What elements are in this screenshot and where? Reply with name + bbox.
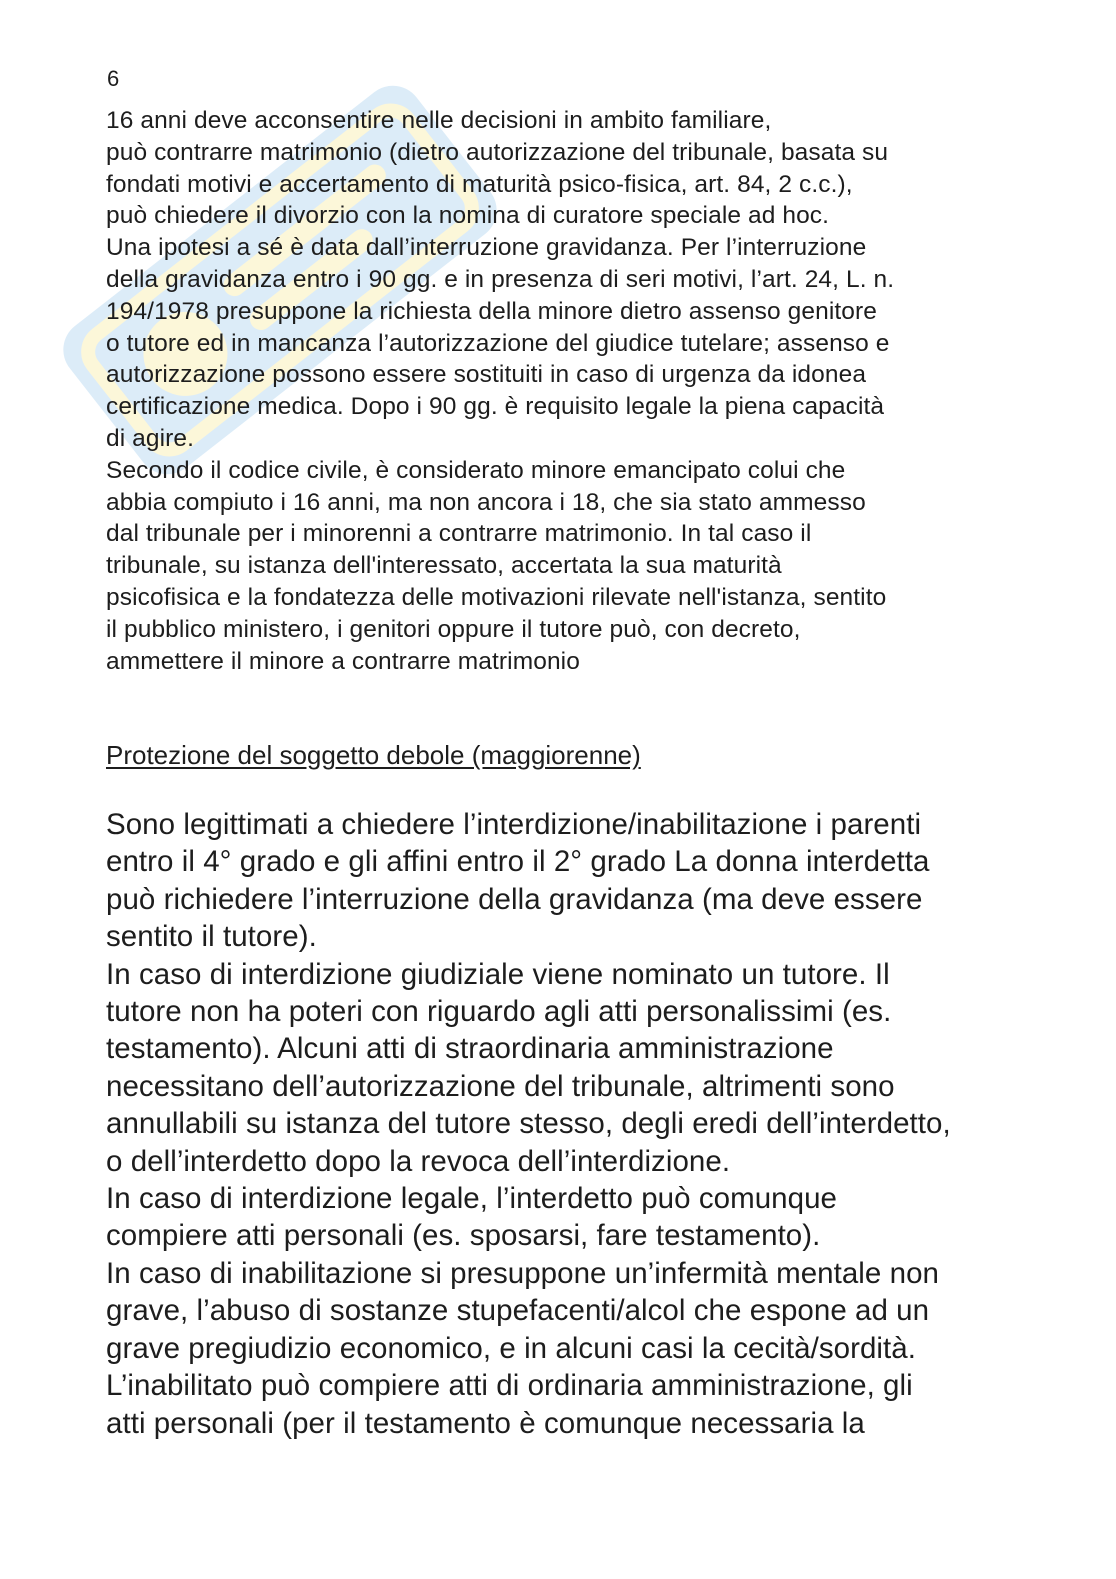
- paragraph-weak-subject-protection: [106, 806, 1036, 1442]
- text-line: compiere atti personali (es. sposarsi, fare testamento).: [106, 1219, 821, 1253]
- text-line: autorizzazione possono essere sostituiti in caso di urgenza da idonea: [106, 361, 867, 389]
- text-line: necessitano dell’autorizzazione del tribunale, altrimenti sono: [106, 1069, 895, 1103]
- text-line: 194/1978 presuppone la richiesta della minore dietro assenso genitore: [106, 297, 877, 325]
- text-line: Secondo il codice civile, è considerato minore emancipato colui che: [106, 456, 846, 484]
- page-number: 6: [107, 66, 120, 91]
- text-line: il pubblico ministero, i genitori oppure il tutore può, con decreto,: [106, 615, 801, 643]
- text-line: In caso di interdizione giudiziale viene nominato un tutore. Il: [106, 957, 890, 991]
- text-line: della gravidanza entro i 90 gg. e in presenza di seri motivi, l’art. 24, L. n.: [106, 265, 895, 293]
- text-line: In caso di inabilitazione si presuppone un’infermità mentale non: [106, 1256, 939, 1290]
- text-line: testamento). Alcuni atti di straordinaria amministrazione: [106, 1032, 834, 1066]
- text-line: entro il 4° grado e gli affini entro il 2° grado La donna interdetta: [106, 845, 930, 879]
- text-line: Sono legittimati a chiedere l’interdizione/inabilitazione i parenti: [106, 808, 922, 841]
- text-line: può chiedere il divorzio con la nomina di curatore speciale ad hoc.: [106, 202, 830, 230]
- text-line: In caso di interdizione legale, l’interdetto può comunque: [106, 1182, 837, 1216]
- text-line: di agire.: [106, 424, 195, 452]
- text-line: tutore non ha poteri con riguardo agli atti personalissimi (es.: [106, 995, 892, 1029]
- text-line: ammettere il minore a contrarre matrimonio: [106, 647, 580, 675]
- section-heading: Protezione del soggetto debole (maggiorenne): [106, 740, 641, 770]
- text-line: L’inabilitato può compiere atti di ordinaria amministrazione, gli: [106, 1369, 913, 1403]
- text-line: grave, l’abuso di sostanze stupefacenti/alcol che espone ad un: [106, 1294, 930, 1328]
- text-line: tribunale, su istanza dell'interessato, accertata la sua maturità: [106, 552, 782, 580]
- text-line: certificazione medica. Dopo i 90 gg. è requisito legale la piena capacità: [106, 393, 885, 421]
- text-line: psicofisica e la fondatezza delle motivazioni rilevate nell'istanza, sentito: [106, 583, 887, 611]
- text-line: può richiedere l’interruzione della gravidanza (ma deve essere: [106, 882, 923, 916]
- text-line: annullabili su istanza del tutore stesso, degli eredi dell’interdetto,: [106, 1107, 951, 1141]
- text-line: 16 anni deve acconsentire nelle decisioni in ambito familiare,: [106, 107, 772, 134]
- paragraph-minor-rights: [106, 105, 1036, 677]
- text-line: sentito il tutore).: [106, 920, 317, 954]
- text-line: fondati motivi e accertamento di maturità psico-fisica, art. 84, 2 c.c.),: [106, 170, 853, 198]
- text-line: atti personali (per il testamento è comunque necessaria la: [106, 1406, 865, 1440]
- text-line: può contrarre matrimonio (dietro autorizzazione del tribunale, basata su: [106, 138, 889, 166]
- text-line: grave pregiudizio economico, e in alcuni casi la cecità/sordità.: [106, 1331, 916, 1365]
- text-line: abbia compiuto i 16 anni, ma non ancora i 18, che sia stato ammesso: [106, 488, 866, 516]
- text-line: o tutore ed in mancanza l’autorizzazione del giudice tutelare; assenso e: [106, 329, 890, 357]
- text-line: o dell’interdetto dopo la revoca dell’interdizione.: [106, 1144, 731, 1178]
- text-line: Una ipotesi a sé è data dall’interruzione gravidanza. Per l’interruzione: [106, 234, 867, 262]
- text-line: dal tribunale per i minorenni a contrarre matrimonio. In tal caso il: [106, 520, 812, 548]
